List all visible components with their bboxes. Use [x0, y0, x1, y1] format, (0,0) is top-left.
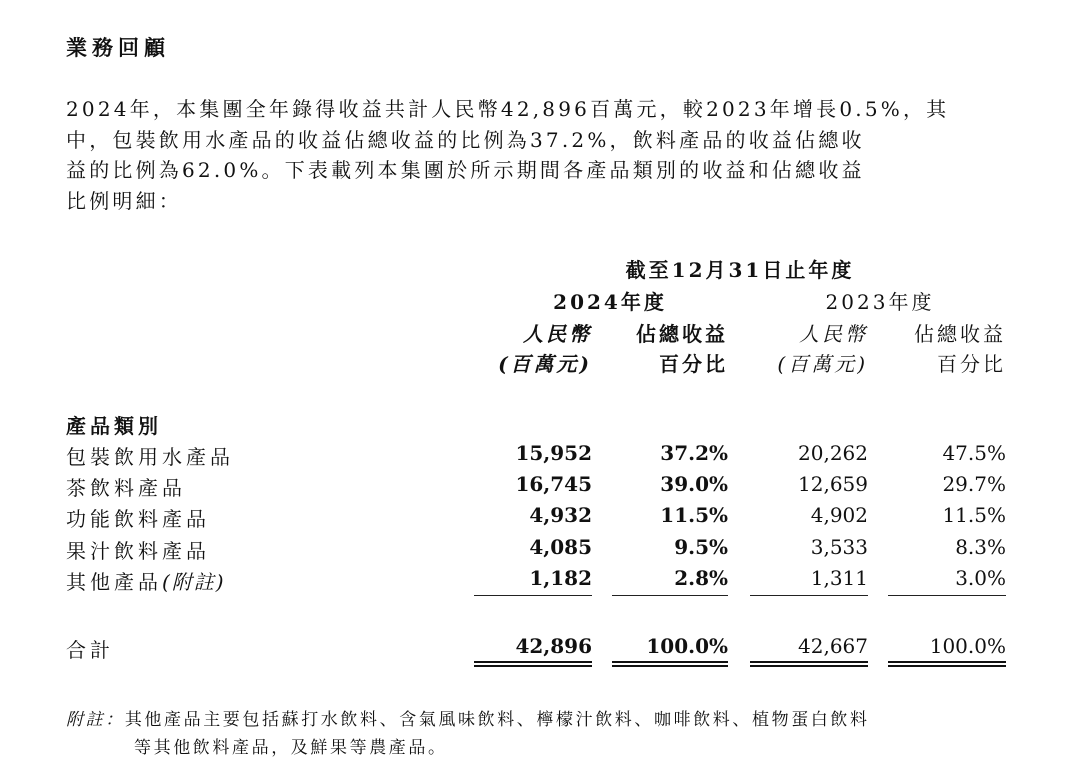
- col-rmb-2024: 人民幣: [523, 322, 592, 346]
- col-rmb-unit-2023: (百萬元): [777, 352, 868, 376]
- period-header: 截至12月31日止年度: [625, 258, 855, 282]
- paragraph-line: 2024年，本集團全年錄得收益共計人民幣42,896百萬元，較2023年增長0.5%，其: [66, 97, 950, 121]
- footnote-text: 其他產品主要包括蘇打水飲料、含氣風味飲料、檸檬汁飲料、咖啡飲料、植物蛋白飲料: [124, 710, 870, 730]
- row-label-text: 其他產品: [66, 570, 162, 594]
- cell-value-2023: 1,311: [810, 566, 868, 590]
- cell-pct-2024: 2.8%: [674, 566, 728, 590]
- summary-paragraph: [66, 94, 1011, 216]
- total-pct-2024: 100.0%: [646, 634, 728, 658]
- cell-pct-2023: 11.5%: [942, 503, 1006, 527]
- cell-value-2024: 15,952: [515, 441, 592, 465]
- cell-value-2024: 16,745: [515, 472, 592, 496]
- cell-value-2024: 4,932: [529, 503, 592, 527]
- cell-pct-2023: 8.3%: [955, 535, 1006, 559]
- total-rule: [474, 661, 592, 663]
- col-pct-unit-2024: 百分比: [659, 352, 728, 376]
- subtotal-rule: [612, 595, 728, 596]
- subtotal-rule: [888, 595, 1006, 596]
- row-label: 茶飲料產品: [66, 476, 186, 500]
- cell-value-2024: 4,085: [529, 535, 592, 559]
- cell-pct-2024: 37.2%: [660, 441, 728, 465]
- paragraph-line: 中，包裝飲用水產品的收益佔總收益的比例為37.2%，飲料產品的收益佔總收: [66, 127, 865, 152]
- cell-value-2023: 20,262: [798, 441, 868, 465]
- total-rule: [474, 665, 592, 667]
- subtotal-rule: [750, 595, 868, 596]
- footnote-line: [66, 705, 870, 730]
- cell-pct-2024: 11.5%: [660, 503, 728, 527]
- col-pct-2024: 佔總收益: [636, 322, 728, 346]
- paragraph-line: 益的比例為62.0%。下表載列本集團於所示期間各產品類別的收益和佔總收益: [66, 158, 865, 182]
- col-pct-2023: 佔總收益: [914, 322, 1006, 346]
- total-rule: [750, 665, 868, 667]
- total-value-2024: 42,896: [515, 634, 592, 658]
- col-pct-unit-2023: 百分比: [937, 352, 1006, 376]
- col-rmb-unit-2024: (百萬元): [498, 352, 592, 376]
- total-rule: [750, 661, 868, 663]
- row-label: 功能飲料產品: [66, 507, 210, 531]
- footnote-line-2: 等其他飲料產品，及鮮果等農產品。: [134, 738, 448, 758]
- section-label: 產品類別: [66, 414, 162, 438]
- total-rule: [612, 665, 728, 667]
- cell-pct-2023: 29.7%: [942, 472, 1006, 496]
- total-rule: [612, 661, 728, 663]
- total-value-2023: 42,667: [798, 634, 868, 658]
- cell-value-2023: 3,533: [810, 535, 868, 559]
- paragraph-line: 比例明細：: [66, 188, 182, 213]
- row-label: [66, 566, 226, 595]
- footnote-label: 附註：: [66, 710, 125, 730]
- col-rmb-2023: 人民幣: [799, 322, 868, 346]
- cell-value-2023: 4,902: [810, 503, 868, 527]
- note-reference: (附註): [162, 570, 226, 594]
- cell-pct-2024: 39.0%: [660, 472, 728, 496]
- cell-pct-2023: 47.5%: [942, 441, 1006, 465]
- year-2024-header: 2024年度: [553, 290, 667, 314]
- subtotal-rule: [474, 595, 592, 596]
- cell-pct-2023: 3.0%: [955, 566, 1006, 590]
- year-2023-header: 2023年度: [825, 290, 935, 314]
- total-pct-2023: 100.0%: [929, 634, 1006, 658]
- cell-value-2023: 12,659: [798, 472, 868, 496]
- row-label: 果汁飲料產品: [66, 539, 210, 563]
- total-rule: [888, 665, 1006, 667]
- row-label: 包裝飲用水產品: [66, 445, 234, 469]
- section-heading: 業務回顧: [66, 35, 170, 60]
- cell-pct-2024: 9.5%: [674, 535, 728, 559]
- total-label: 合計: [66, 638, 114, 662]
- total-rule: [888, 661, 1006, 663]
- cell-value-2024: 1,182: [529, 566, 592, 590]
